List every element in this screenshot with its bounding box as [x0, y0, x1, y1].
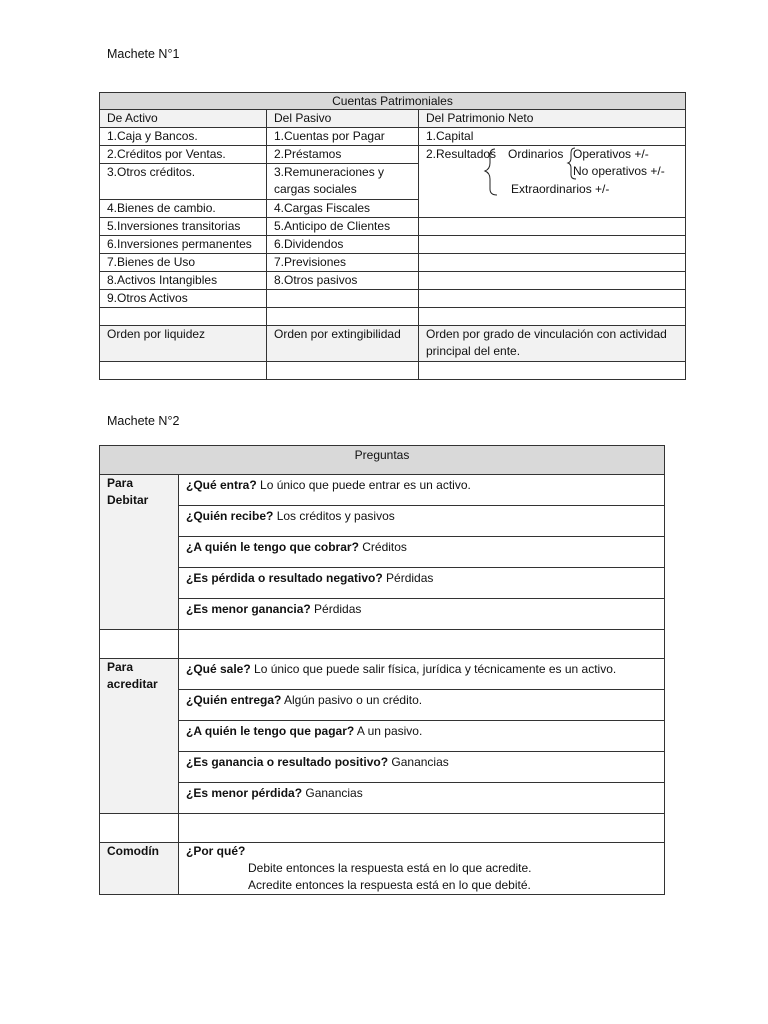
operativos-label: Operativos +/- — [573, 147, 649, 161]
pasivo-item: 5.Anticipo de Clientes — [267, 218, 419, 236]
answer: Lo único que puede entrar es un activo. — [256, 478, 471, 492]
question-row — [179, 537, 665, 568]
orden-patrimonio: Orden por grado de vinculación con actividad principal del ente. — [419, 326, 686, 362]
extraordinarios-label: Extraordinarios +/- — [511, 182, 610, 196]
resultados-label: 2.Resultados — [426, 147, 497, 161]
orden-pasivo: Orden por extingibilidad — [267, 326, 419, 362]
question: ¿Quién recibe? — [186, 509, 274, 523]
column-header-pasivo: Del Pasivo — [267, 110, 419, 128]
no-operativos-label: No operativos +/- — [573, 164, 665, 178]
activo-item: 8.Activos Intangibles — [100, 272, 267, 290]
answer: Ganancias — [388, 755, 449, 769]
empty-cell — [267, 362, 419, 380]
empty-cell — [419, 218, 686, 236]
empty-cell — [419, 290, 686, 308]
table-title: Cuentas Patrimoniales — [100, 93, 686, 110]
question: ¿Es menor ganancia? — [186, 602, 311, 616]
question-row — [179, 690, 665, 721]
comodin-label: Comodín — [100, 843, 179, 895]
answer: Pérdidas — [382, 571, 434, 585]
empty-cell — [267, 290, 419, 308]
question-row — [179, 721, 665, 752]
pasivo-item: 2.Préstamos — [267, 146, 419, 164]
empty-cell — [179, 814, 665, 843]
pasivo-item: 6.Dividendos — [267, 236, 419, 254]
empty-cell — [100, 814, 179, 843]
empty-cell — [179, 630, 665, 659]
empty-cell — [419, 272, 686, 290]
question: ¿Quién entrega? — [186, 693, 282, 707]
question-row — [179, 475, 665, 506]
orden-activo: Orden por liquidez — [100, 326, 267, 362]
question-row — [179, 752, 665, 783]
answer: Créditos — [358, 540, 407, 554]
activo-item: 4.Bienes de cambio. — [100, 200, 267, 218]
activo-item: 1.Caja y Bancos. — [100, 128, 267, 146]
cuentas-patrimoniales-table — [99, 92, 686, 380]
question: ¿Es pérdida o resultado negativo? — [186, 571, 383, 585]
activo-item: 6.Inversiones permanentes — [100, 236, 267, 254]
comodin-line-1: Debite entonces la respuesta está en lo que acredite. — [248, 861, 532, 875]
machete-2-heading: Machete N°2 — [107, 414, 180, 428]
question: ¿Es menor pérdida? — [186, 786, 303, 800]
pasivo-item: 7.Previsiones — [267, 254, 419, 272]
activo-item: 7.Bienes de Uso — [100, 254, 267, 272]
answer: Lo único que puede salir física, jurídica y técnicamente es un activo. — [250, 662, 617, 676]
pasivo-item: 4.Cargas Fiscales — [267, 200, 419, 218]
patrimonio-item: 1.Capital — [419, 128, 686, 146]
question-row — [179, 568, 665, 599]
activo-item: 5.Inversiones transitorias — [100, 218, 267, 236]
empty-cell — [267, 308, 419, 326]
empty-cell — [100, 308, 267, 326]
ordinarios-label: Ordinarios — [508, 147, 564, 161]
pasivo-item: 1.Cuentas por Pagar — [267, 128, 419, 146]
para-acreditar-label: Para acreditar — [100, 659, 179, 814]
machete-1-heading: Machete N°1 — [107, 47, 180, 61]
activo-item: 2.Créditos por Ventas. — [100, 146, 267, 164]
question: ¿Qué sale? — [186, 662, 251, 676]
pasivo-item: 8.Otros pasivos — [267, 272, 419, 290]
activo-item: 3.Otros créditos. — [100, 164, 267, 200]
comodin-line-2: Acredite entonces la respuesta está en lo que debité. — [248, 878, 531, 892]
answer: A un pasivo. — [354, 724, 423, 738]
question-row — [179, 783, 665, 814]
para-debitar-label: Para Debitar — [100, 475, 179, 630]
comodin-content — [179, 843, 665, 895]
empty-cell — [100, 630, 179, 659]
pasivo-item: 3.Remuneraciones y cargas sociales — [267, 164, 419, 200]
question-row — [179, 659, 665, 690]
empty-cell — [100, 362, 267, 380]
answer: Pérdidas — [310, 602, 362, 616]
question-row — [179, 506, 665, 537]
answer: Ganancias — [302, 786, 363, 800]
empty-cell — [419, 254, 686, 272]
column-header-patrimonio: Del Patrimonio Neto — [419, 110, 686, 128]
empty-cell — [419, 308, 686, 326]
question: ¿A quién le tengo que pagar? — [186, 724, 355, 738]
empty-cell — [419, 236, 686, 254]
question-row — [179, 599, 665, 630]
question: ¿Es ganancia o resultado positivo? — [186, 755, 389, 769]
preguntas-table — [99, 445, 665, 895]
resultados-breakdown — [419, 146, 686, 218]
answer: Los créditos y pasivos — [273, 509, 395, 523]
comodin-question: ¿Por qué? — [186, 844, 246, 858]
answer: Algún pasivo o un crédito. — [281, 693, 423, 707]
activo-item: 9.Otros Activos — [100, 290, 267, 308]
empty-cell — [419, 362, 686, 380]
column-header-activo: De Activo — [100, 110, 267, 128]
question: ¿A quién le tengo que cobrar? — [186, 540, 359, 554]
table-title: Preguntas — [100, 446, 665, 475]
question: ¿Qué entra? — [186, 478, 257, 492]
